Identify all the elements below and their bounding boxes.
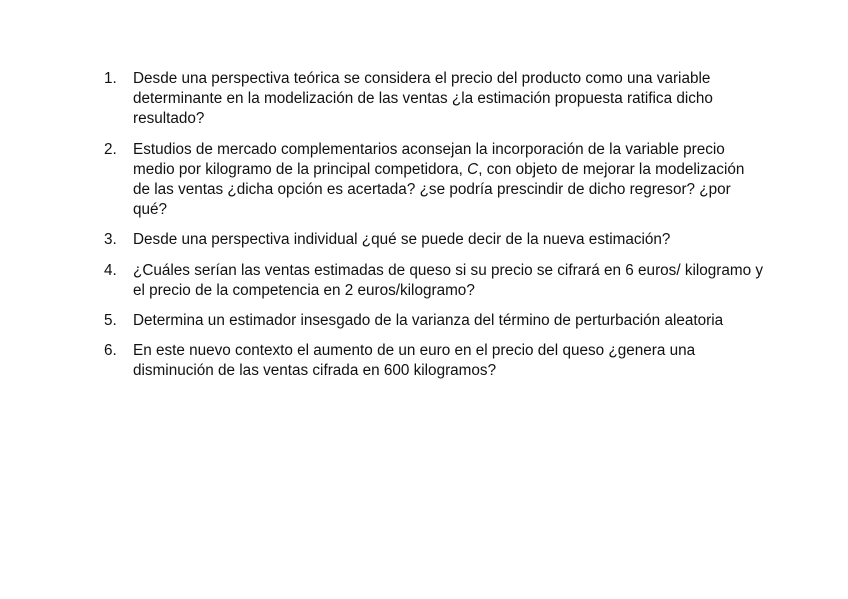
question-text: En este nuevo contexto el aumento de un euro en el precio del queso ¿genera una disminución de las ventas cifrada en 600 kilogramos? [133, 342, 696, 380]
question-item-1 [104, 69, 764, 130]
question-text: Desde una perspectiva individual ¿qué se puede decir de la nueva estimación? [133, 231, 671, 249]
question-item-6 [104, 341, 764, 381]
question-number: 5. [104, 312, 117, 330]
question-item-5 [104, 311, 764, 331]
question-list [104, 69, 764, 392]
question-text-after: , con objeto de mejorar la modelización de las ventas ¿dicha opción es acertada? ¿se podría prescindir de dicho regresor? ¿por qué? [133, 160, 745, 219]
question-number: 6. [104, 342, 117, 360]
question-text: Desde una perspectiva teórica se considera el precio del producto como una variable determinante en la modelización de las ventas ¿la estimación propuesta ratifica dicho resultado? [133, 70, 713, 128]
question-item-4 [104, 261, 764, 301]
question-text: ¿Cuáles serían las ventas estimadas de queso si su precio se cifrará en 6 euros/ kilogramo y el precio de la competencia en 2 euros/kilogramo? [133, 261, 764, 299]
question-number: 4. [104, 261, 117, 279]
question-item-3 [104, 230, 764, 250]
question-number: 1. [104, 70, 117, 87]
variable-c: C [467, 160, 479, 178]
question-number: 3. [104, 231, 117, 249]
question-text [133, 141, 744, 219]
question-number: 2. [104, 140, 117, 158]
question-text-before: Estudios de mercado complementarios aconsejan la incorporación de la variable precio medio por kilogramo de la principal competidora, [133, 140, 725, 178]
question-item-2 [104, 140, 764, 221]
question-text: Determina un estimador insesgado de la varianza del término de perturbación aleatoria [133, 312, 724, 330]
